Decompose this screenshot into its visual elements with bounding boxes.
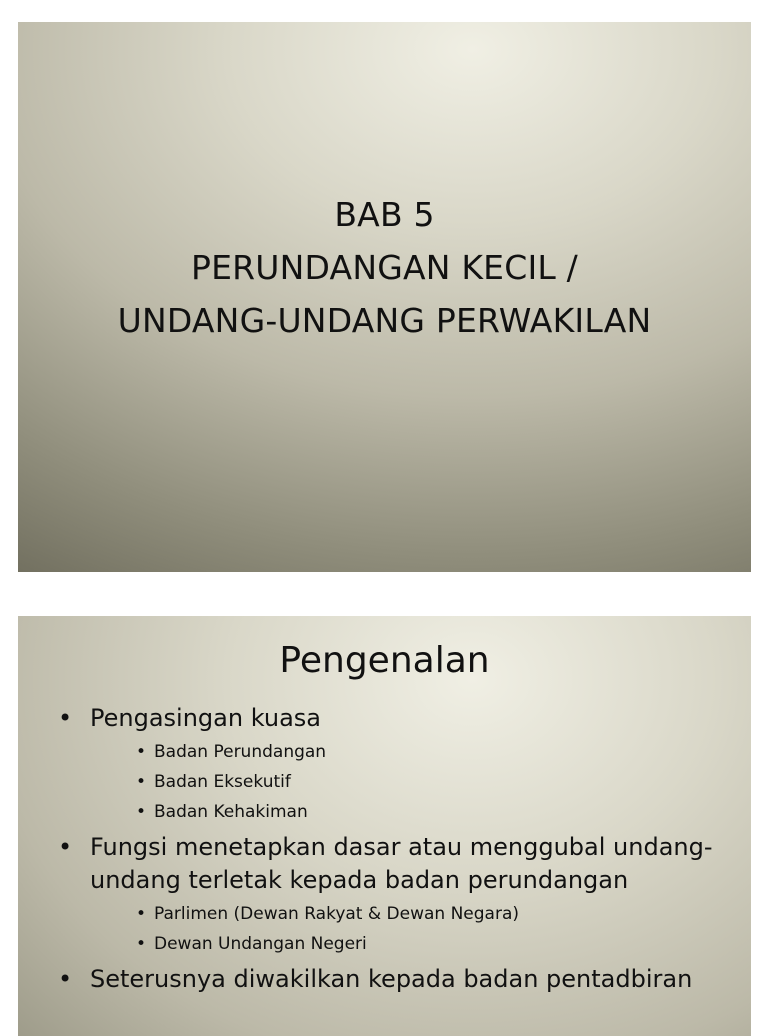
sub-bullet-item [136, 767, 731, 797]
sub-bullet-text: Dewan Undangan Negeri [154, 934, 367, 954]
slide-title-text [18, 188, 751, 347]
bullet-icon: • [136, 742, 147, 762]
sub-bullet-text: Badan Perundangan [154, 742, 327, 762]
bullet-icon: • [136, 772, 147, 792]
slide-title [18, 22, 751, 572]
bullet-icon: • [136, 934, 147, 954]
sub-bullet-item [136, 899, 731, 929]
sub-bullet-list [90, 899, 731, 959]
slide-introduction [18, 616, 751, 1036]
sub-bullet-item [136, 737, 731, 767]
title-line-chapter: BAB 5 [334, 195, 435, 234]
title-line-alt-subject: UNDANG-UNDANG PERWAKILAN [117, 301, 652, 340]
sub-bullet-list [90, 737, 731, 827]
title-line-subject: PERUNDANGAN KECIL / [191, 248, 578, 287]
slide-heading: Pengenalan [279, 640, 490, 681]
bullet-item [58, 963, 731, 996]
bullet-icon: • [58, 704, 73, 732]
bullet-icon: • [136, 904, 147, 924]
sub-bullet-text: Badan Kehakiman [154, 802, 308, 822]
bullet-icon: • [136, 802, 147, 822]
bullet-text: Seterusnya diwakilkan kepada badan pentadbiran [90, 965, 693, 993]
sub-bullet-text: Parlimen (Dewan Rakyat & Dewan Negara) [154, 904, 519, 924]
bullet-icon: • [58, 833, 73, 861]
bullet-text: Fungsi menetapkan dasar atau menggubal undang-undang terletak kepada badan perundangan [90, 833, 713, 894]
sub-bullet-item [136, 929, 731, 959]
bullet-list [58, 702, 731, 998]
bullet-icon: • [58, 965, 73, 993]
bullet-item [58, 831, 731, 959]
sub-bullet-text: Badan Eksekutif [154, 772, 291, 792]
sub-bullet-item [136, 797, 731, 827]
bullet-text: Pengasingan kuasa [90, 704, 321, 732]
bullet-item [58, 702, 731, 827]
